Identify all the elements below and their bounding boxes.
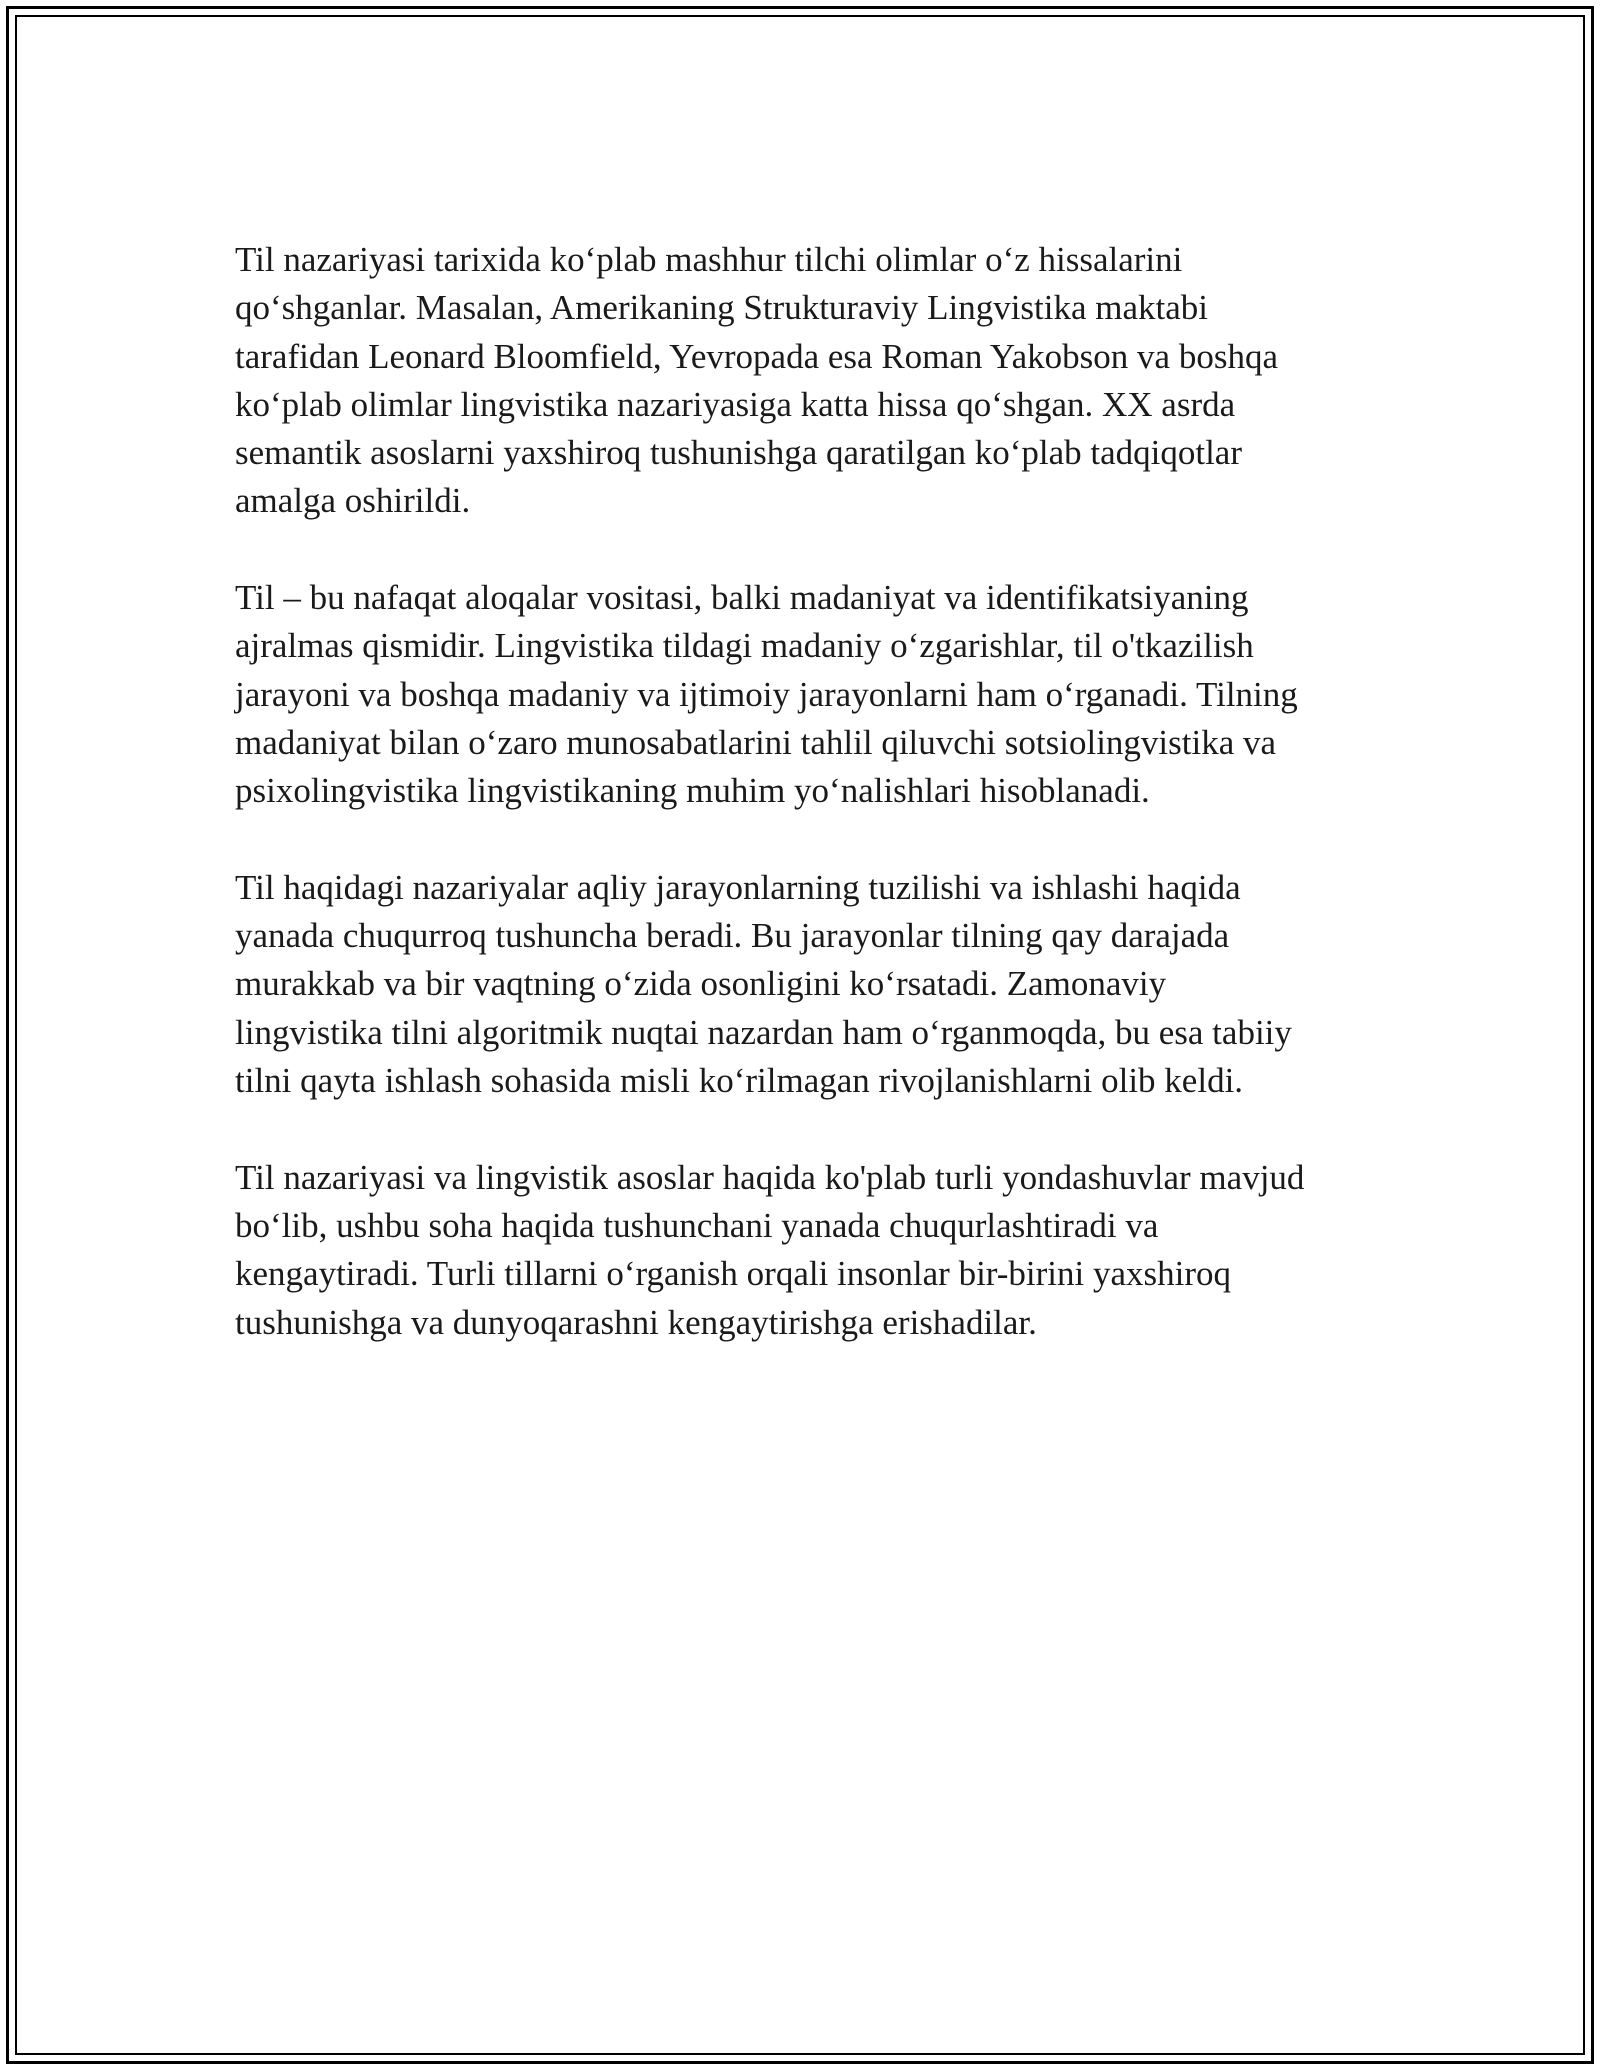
paragraph-line: Til – bu nafaqat aloqalar vositasi, balki madaniyat va identifikatsiyaning [235,578,1249,618]
paragraph-2 [235,574,1385,815]
paragraph-4 [235,1154,1385,1347]
paragraph-line: amalga oshirildi. [235,481,471,521]
paragraph-line: kengaytiradi. Turli tillarni o‘rganish orqali insonlar bir-birini yaxshiroq [235,1254,1232,1294]
paragraph-line: jarayoni va boshqa madaniy va ijtimoiy jarayonlarni ham o‘rganadi. Tilning [235,674,1298,714]
paragraph-line: semantik asoslarni yaxshiroq tushunishga qaratilgan ko‘plab tadqiqotlar [235,433,1243,473]
document-body [235,236,1385,1395]
paragraph-line: murakkab va bir vaqtning o‘zida osonligini ko‘rsatadi. Zamonaviy [235,964,1167,1004]
paragraph-line: qo‘shganlar. Masalan, Amerikaning Strukturaviy Lingvistika maktabi [235,288,1209,328]
paragraph-line: yanada chuqurroq tushuncha beradi. Bu jarayonlar tilning qay darajada [235,916,1230,956]
paragraph-line: tarafidan Leonard Bloomfield, Yevropada esa Roman Yakobson va boshqa [235,336,1278,376]
paragraph-line: tushunishga va dunyoqarashni kengaytirishga erishadilar. [235,1302,1037,1342]
paragraph-line: madaniyat bilan o‘zaro munosabatlarini tahlil qiluvchi sotsiolingvistika va [235,722,1277,762]
paragraph-line: Til nazariyasi va lingvistik asoslar haqida ko'plab turli yondashuvlar mavjud [235,1157,1305,1197]
paragraph-line: lingvistika tilni algoritmik nuqtai nazardan ham o‘rganmoqda, bu esa tabiiy [235,1012,1292,1052]
paragraph-line: ko‘plab olimlar lingvistika nazariyasiga katta hissa qo‘shgan. XX asrda [235,384,1236,424]
paragraph-line: Til nazariyasi tarixida ko‘plab mashhur tilchi olimlar o‘z hissalarini [235,240,1183,279]
paragraph-line: psixolingvistika lingvistikaning muhim yo‘nalishlari hisoblanadi. [235,771,1150,811]
paragraph-1 [235,236,1385,526]
paragraph-line: ajralmas qismidir. Lingvistika tildagi madaniy o‘zgarishlar, til o'tkazilish [235,626,1254,666]
paragraph-line: Til haqidagi nazariyalar aqliy jarayonlarning tuzilishi va ishlashi haqida [235,867,1241,907]
paragraph-line: tilni qayta ishlash sohasida misli ko‘rilmagan rivojlanishlarni olib keldi. [235,1061,1244,1101]
paragraph-3 [235,864,1385,1105]
paragraph-line: bo‘lib, ushbu soha haqida tushunchani yanada chuqurlashtiradi va [235,1205,1159,1245]
